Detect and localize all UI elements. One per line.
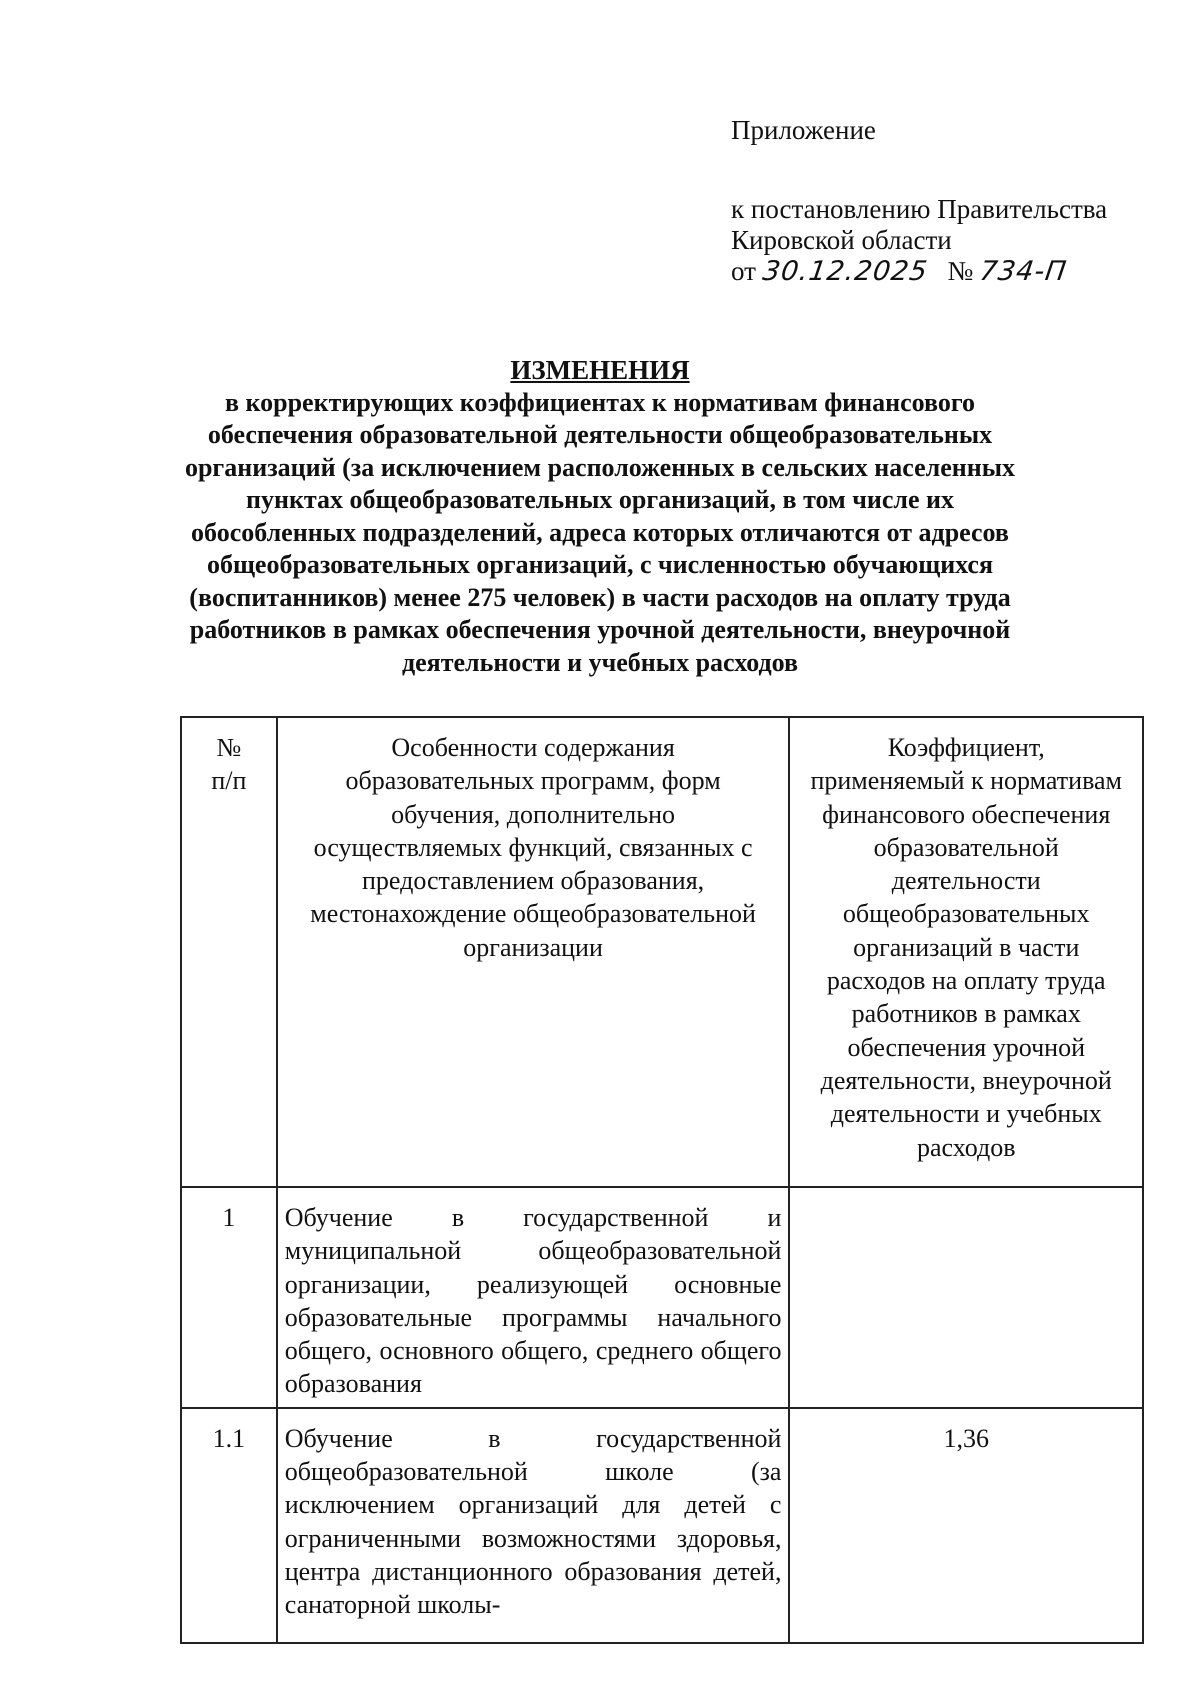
header-coef-line: работников в рамках xyxy=(851,999,1081,1029)
header-coef-line: общеобразовательных xyxy=(842,899,1090,929)
header-features-line: местонахождение общеобразовательной xyxy=(310,899,756,929)
header-coef-line: образовательной xyxy=(873,832,1059,862)
document-heading xyxy=(150,354,1050,679)
row-number: 1 xyxy=(181,1187,277,1408)
header-number-sign: № xyxy=(216,733,242,762)
heading-line-6: общеобразовательных организаций, с численностью обучающихся xyxy=(206,550,994,579)
header-features-line: образовательных программ, форм xyxy=(345,766,721,796)
header-features-line: обучения, дополнительно xyxy=(391,799,676,829)
header-features-line: предоставлением образования, xyxy=(362,866,705,896)
heading-line-4: пунктах общеобразовательных организаций, в том числе их xyxy=(245,485,955,514)
heading-line-5: обособленных подразделений, адреса которых отличаются от адресов xyxy=(191,517,1009,547)
table-row xyxy=(181,1187,1143,1408)
header-coef-line: деятельности и учебных xyxy=(830,1099,1102,1129)
table-header-row xyxy=(181,717,1143,1187)
header-number-cell xyxy=(181,717,277,1187)
heading-line-1: в корректирующих коэффициентах к нормативам финансового xyxy=(224,387,976,417)
header-pp: п/п xyxy=(211,766,247,796)
header-coef-line: организаций в части xyxy=(853,932,1080,962)
header-features-cell xyxy=(277,717,790,1187)
row-coefficient: 1,36 xyxy=(789,1408,1143,1643)
header-coef-line: Коэффициент, xyxy=(887,733,1045,762)
header-features-line: осуществляемых функций, связанных с xyxy=(313,832,753,862)
header-coefficient-cell xyxy=(789,717,1143,1187)
header-coef-line: финансового обеспечения xyxy=(822,799,1111,829)
heading-line-9: деятельности и учебных расходов xyxy=(401,647,799,677)
coefficients-table xyxy=(180,716,1144,1644)
heading-line-2: обеспечения образовательной деятельности общеобразовательных xyxy=(207,420,993,449)
row-description: Обучение в государственной общеобразовательной школе (за исключением организаций для детей с ограниченными возможностями здоровья, центра дистанционного образования детей, санаторной школы- xyxy=(277,1408,790,1643)
heading-line-8: работников в рамках обеспечения урочной деятельности, внеурочной xyxy=(189,615,1011,644)
handwritten-number: 734-П xyxy=(977,256,1069,287)
appendix-block xyxy=(731,115,1107,287)
appendix-line-2: Кировской области xyxy=(731,225,952,255)
header-coef-line: расходов на оплату труда xyxy=(826,966,1106,996)
heading-line-7: (воспитанников) менее 275 человек) в части расходов на оплату труда xyxy=(189,582,1011,612)
appendix-line-1: к постановлению Правительства xyxy=(731,194,1108,224)
header-coef-line: деятельности xyxy=(891,866,1041,896)
number-prefix: № xyxy=(947,256,974,286)
header-features-line: Особенности содержания xyxy=(391,733,675,762)
table-row xyxy=(181,1408,1143,1643)
header-coef-line: применяемый к нормативам xyxy=(810,766,1123,796)
handwritten-date: 30.12.2025 xyxy=(760,256,930,287)
appendix-label: Приложение xyxy=(731,115,876,145)
appendix-date-line xyxy=(731,256,1107,287)
header-features-line: организации xyxy=(463,932,603,962)
date-prefix: от xyxy=(731,256,756,286)
row-number: 1.1 xyxy=(181,1408,277,1643)
header-coef-line: расходов xyxy=(916,1132,1016,1162)
document-title: ИЗМЕНЕНИЯ xyxy=(510,355,690,385)
row-coefficient xyxy=(789,1187,1143,1408)
header-coef-line: деятельности, внеурочной xyxy=(820,1065,1112,1095)
heading-line-3: организаций (за исключением расположенных в сельских населенных xyxy=(184,452,1016,482)
header-coef-line: обеспечения урочной xyxy=(847,1032,1085,1062)
row-description: Обучение в государственной и муниципальной общеобразовательной организации, реализующей основные образовательные программы начального общего, основного общего, среднего общего образования xyxy=(277,1187,790,1408)
